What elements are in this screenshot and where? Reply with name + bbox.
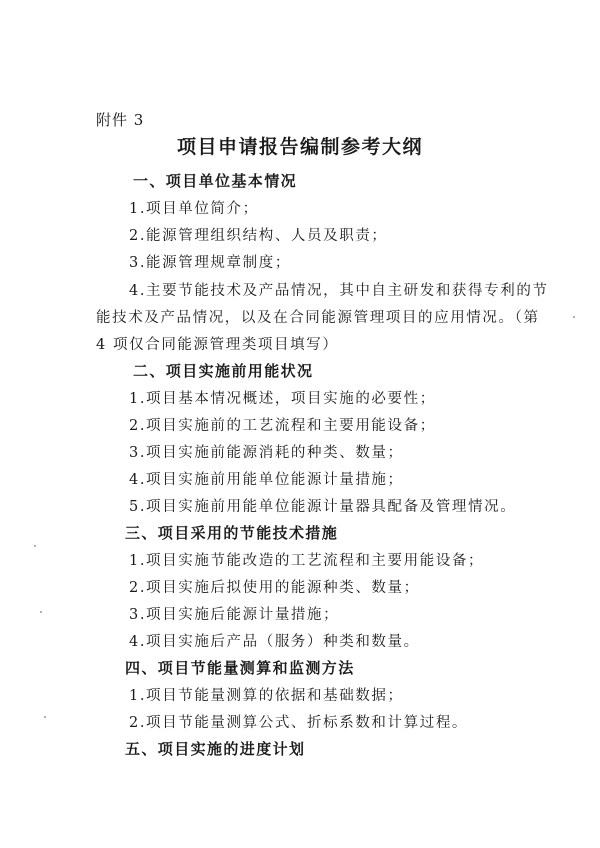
section-2-heading: 二、项目实施前用能状况 [133,362,314,380]
section-1-paragraph-line-3: 4 项仅合同能源管理类项目填写） [96,337,339,353]
section-2-item-4: 4.项目实施前用能单位能源计量措施； [129,472,404,488]
section-3-heading: 三、项目采用的节能技术措施 [125,524,339,542]
scan-speck [44,716,46,718]
section-4-item-1: 1.项目节能量测算的依据和基础数据； [129,688,404,704]
section-2-item-3: 3.项目实施前能源消耗的种类、数量； [129,445,404,461]
section-5-heading: 五、项目实施的进度计划 [125,740,306,758]
attachment-label: 附件 3 [96,111,145,129]
scan-speck [573,316,575,318]
section-1-item-2: 2.能源管理组织结构、人员及职责； [129,228,388,244]
section-1-item-3: 3.能源管理规章制度； [129,255,291,271]
section-3-item-1: 1.项目实施节能改造的工艺流程和主要用能设备； [129,553,485,569]
page-title: 项目申请报告编制参考大纲 [176,136,423,158]
section-3-item-4: 4.项目实施后产品（服务）种类和数量。 [129,634,420,650]
section-4-heading: 四、项目节能量测算和监测方法 [125,659,355,677]
scan-speck [34,545,36,547]
section-3-item-3: 3.项目实施后能源计量措施； [129,607,340,623]
section-1-paragraph-line-2: 能技术及产品情况，以及在合同能源管理项目的应用情况。（第 [96,310,540,326]
section-2-item-2: 2.项目实施前的工艺流程和主要用能设备； [129,418,436,434]
section-3-item-2: 2.项目实施后拟使用的能源种类、数量； [129,580,420,596]
section-1-heading: 一、项目单位基本情况 [133,172,298,190]
section-4-item-2: 2.项目节能量测算公式、折标系数和计算过程。 [129,715,469,731]
section-1-item-1: 1.项目单位简介； [129,201,259,217]
scan-speck [40,611,42,613]
section-1-paragraph-line-1: 4.主要节能技术及产品情况，其中自主研发和获得专利的节 [129,283,549,299]
section-2-item-1: 1.项目基本情况概述，项目实施的必要性； [129,391,436,407]
section-2-item-5: 5.项目实施前用能单位能源计量器具配备及管理情况。 [129,499,517,515]
